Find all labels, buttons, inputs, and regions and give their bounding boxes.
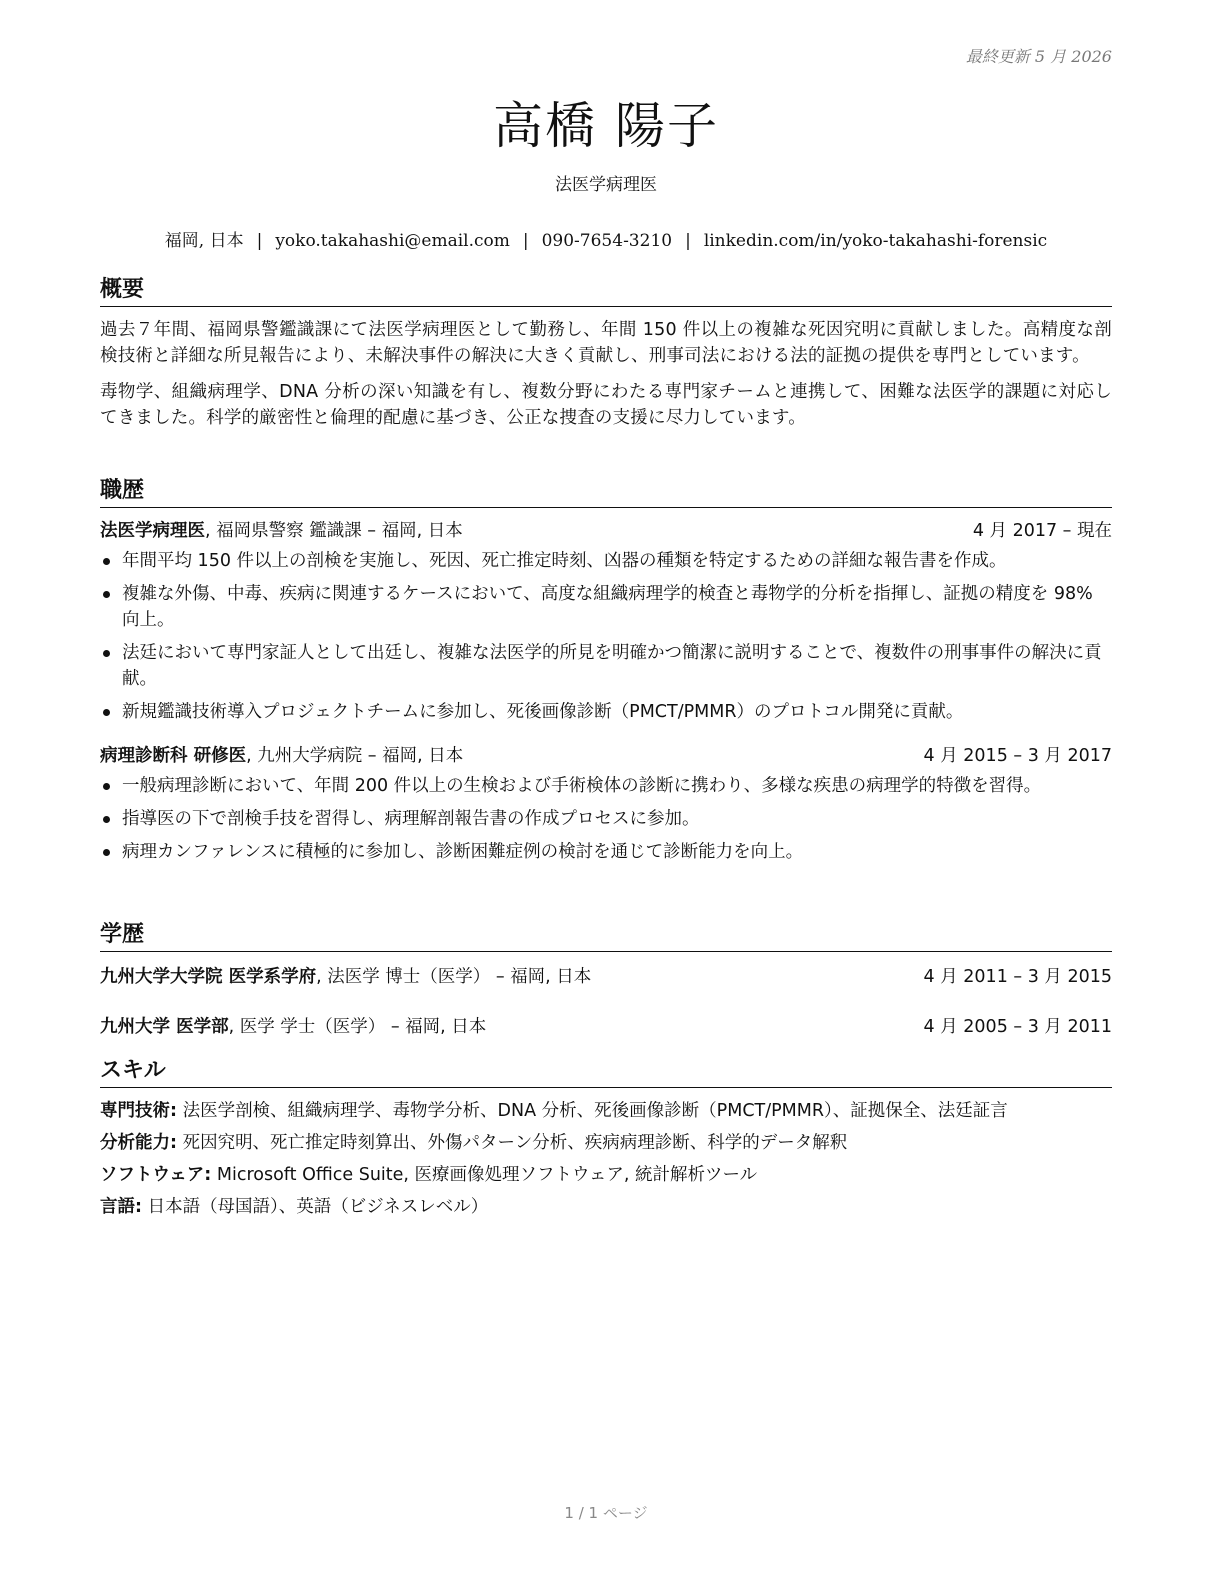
candidate-title: 法医学病理医 <box>555 175 657 195</box>
job-organization: , 九州大学病院 – 福岡, 日本 <box>246 746 464 766</box>
education-detail: , 医学 学士（医学） – 福岡, 日本 <box>228 1017 487 1037</box>
education-school: 九州大学 医学部 <box>100 1017 229 1037</box>
job-header <box>100 518 1112 544</box>
last-updated-date: 最終更新 5 月 2026 <box>965 47 1112 66</box>
contact-line <box>100 226 1112 251</box>
resume-page <box>100 0 1112 1584</box>
section-heading: 学歴 <box>100 921 1112 952</box>
list-item: 指導医の下で剖検手技を習得し、病理解剖報告書の作成プロセスに参加。 <box>100 806 1112 832</box>
education-detail: , 法医学 博士（医学） – 福岡, 日本 <box>316 967 592 987</box>
job-role: 病理診断科 研修医 <box>100 746 247 766</box>
education-school: 九州大学大学院 医学系学府 <box>100 967 317 987</box>
summary-section <box>100 276 1112 441</box>
skill-line <box>100 1130 1112 1156</box>
skill-value: 死因究明、死亡推定時刻算出、外傷パターン分析、疾病病理診断、科学的データ解釈 <box>177 1133 848 1153</box>
education-dates: 4 月 2005 – 3 月 2011 <box>923 1017 1112 1037</box>
skill-value: 法医学剖検、組織病理学、毒物学分析、DNA 分析、死後画像診断（PMCT/PMMR）、証拠保全、法廷証言 <box>177 1101 1008 1121</box>
skill-line <box>100 1194 1112 1220</box>
job-entry <box>100 518 1112 725</box>
page-number: 1 / 1 ページ <box>564 1504 648 1522</box>
contact-separator: | <box>256 231 263 251</box>
skill-label: 言語: <box>100 1197 142 1217</box>
skill-label: ソフトウェア: <box>100 1165 212 1185</box>
job-header <box>100 743 1112 769</box>
contact-phone[interactable]: 090-7654-3210 <box>541 231 673 251</box>
contact-location: 福岡, 日本 <box>164 231 244 251</box>
job-bullets <box>100 548 1112 725</box>
list-item: 複雑な外傷、中毒、疾病に関連するケースにおいて、高度な組織病理学的検査と毒物学的分析を指揮し、証拠の精度を 98% 向上。 <box>100 581 1112 633</box>
contact-email[interactable]: yoko.takahashi@email.com <box>275 231 510 251</box>
list-item: 法廷において専門家証人として出廷し、複雑な法医学的所見を明確かつ簡潔に説明することで、複数件の刑事事件の解決に貢献。 <box>100 640 1112 692</box>
education-section <box>100 921 1112 1040</box>
skill-line <box>100 1098 1112 1124</box>
list-item: 一般病理診断において、年間 200 件以上の生検および手術検体の診断に携わり、多様な疾患の病理学的特徴を習得。 <box>100 773 1112 799</box>
job-organization: , 福岡県警察 鑑識課 – 福岡, 日本 <box>205 521 463 541</box>
job-dates: 4 月 2015 – 3 月 2017 <box>923 746 1112 766</box>
list-item: 新規鑑識技術導入プロジェクトチームに参加し、死後画像診断（PMCT/PMMR）のプロトコル開発に貢献。 <box>100 699 1112 725</box>
skill-label: 専門技術: <box>100 1101 177 1121</box>
experience-section <box>100 477 1112 872</box>
summary-paragraph: 毒物学、組織病理学、DNA 分析の深い知識を有し、複数分野にわたる専門家チームと連携して、困難な法医学的課題に対応してきました。科学的厳密性と倫理的配慮に基づき、公正な捜査の支援に尽力しています。 <box>100 382 1112 428</box>
section-heading: スキル <box>100 1057 1112 1088</box>
job-entry <box>100 743 1112 865</box>
education-entry <box>100 1014 1112 1040</box>
summary-paragraph: 過去７年間、福岡県警鑑識課にて法医学病理医として勤務し、年間 150 件以上の複雑な死因究明に貢献しました。高精度な剖検技術と詳細な所見報告により、未解決事件の解決に大きく貢献し、刑事司法における法的証拠の提供を専門としています。 <box>100 320 1112 366</box>
list-item: 年間平均 150 件以上の剖検を実施し、死因、死亡推定時刻、凶器の種類を特定するための詳細な報告書を作成。 <box>100 548 1112 574</box>
skill-value: 日本語（母国語）、英語（ビジネスレベル） <box>142 1197 489 1217</box>
job-bullets <box>100 773 1112 865</box>
skill-label: 分析能力: <box>100 1133 177 1153</box>
skills-section <box>100 1057 1112 1226</box>
contact-separator: | <box>685 231 691 251</box>
contact-linkedin[interactable]: linkedin.com/in/yoko-takahashi-forensic <box>703 231 1048 251</box>
skill-line <box>100 1162 1112 1188</box>
job-dates: 4 月 2017 – 現在 <box>972 521 1112 541</box>
education-entry <box>100 964 1112 990</box>
job-role: 法医学病理医 <box>100 521 205 541</box>
list-item: 病理カンファレンスに積極的に参加し、診断困難症例の検討を通じて診断能力を向上。 <box>100 839 1112 865</box>
section-heading: 概要 <box>100 276 1112 307</box>
contact-separator: | <box>522 231 529 251</box>
candidate-name: 高橋 陽子 <box>493 97 719 155</box>
skill-value: Microsoft Office Suite, 医療画像処理ソフトウェア, 統計解析ツール <box>211 1165 758 1185</box>
section-heading: 職歴 <box>100 477 1112 508</box>
education-dates: 4 月 2011 – 3 月 2015 <box>923 967 1112 987</box>
